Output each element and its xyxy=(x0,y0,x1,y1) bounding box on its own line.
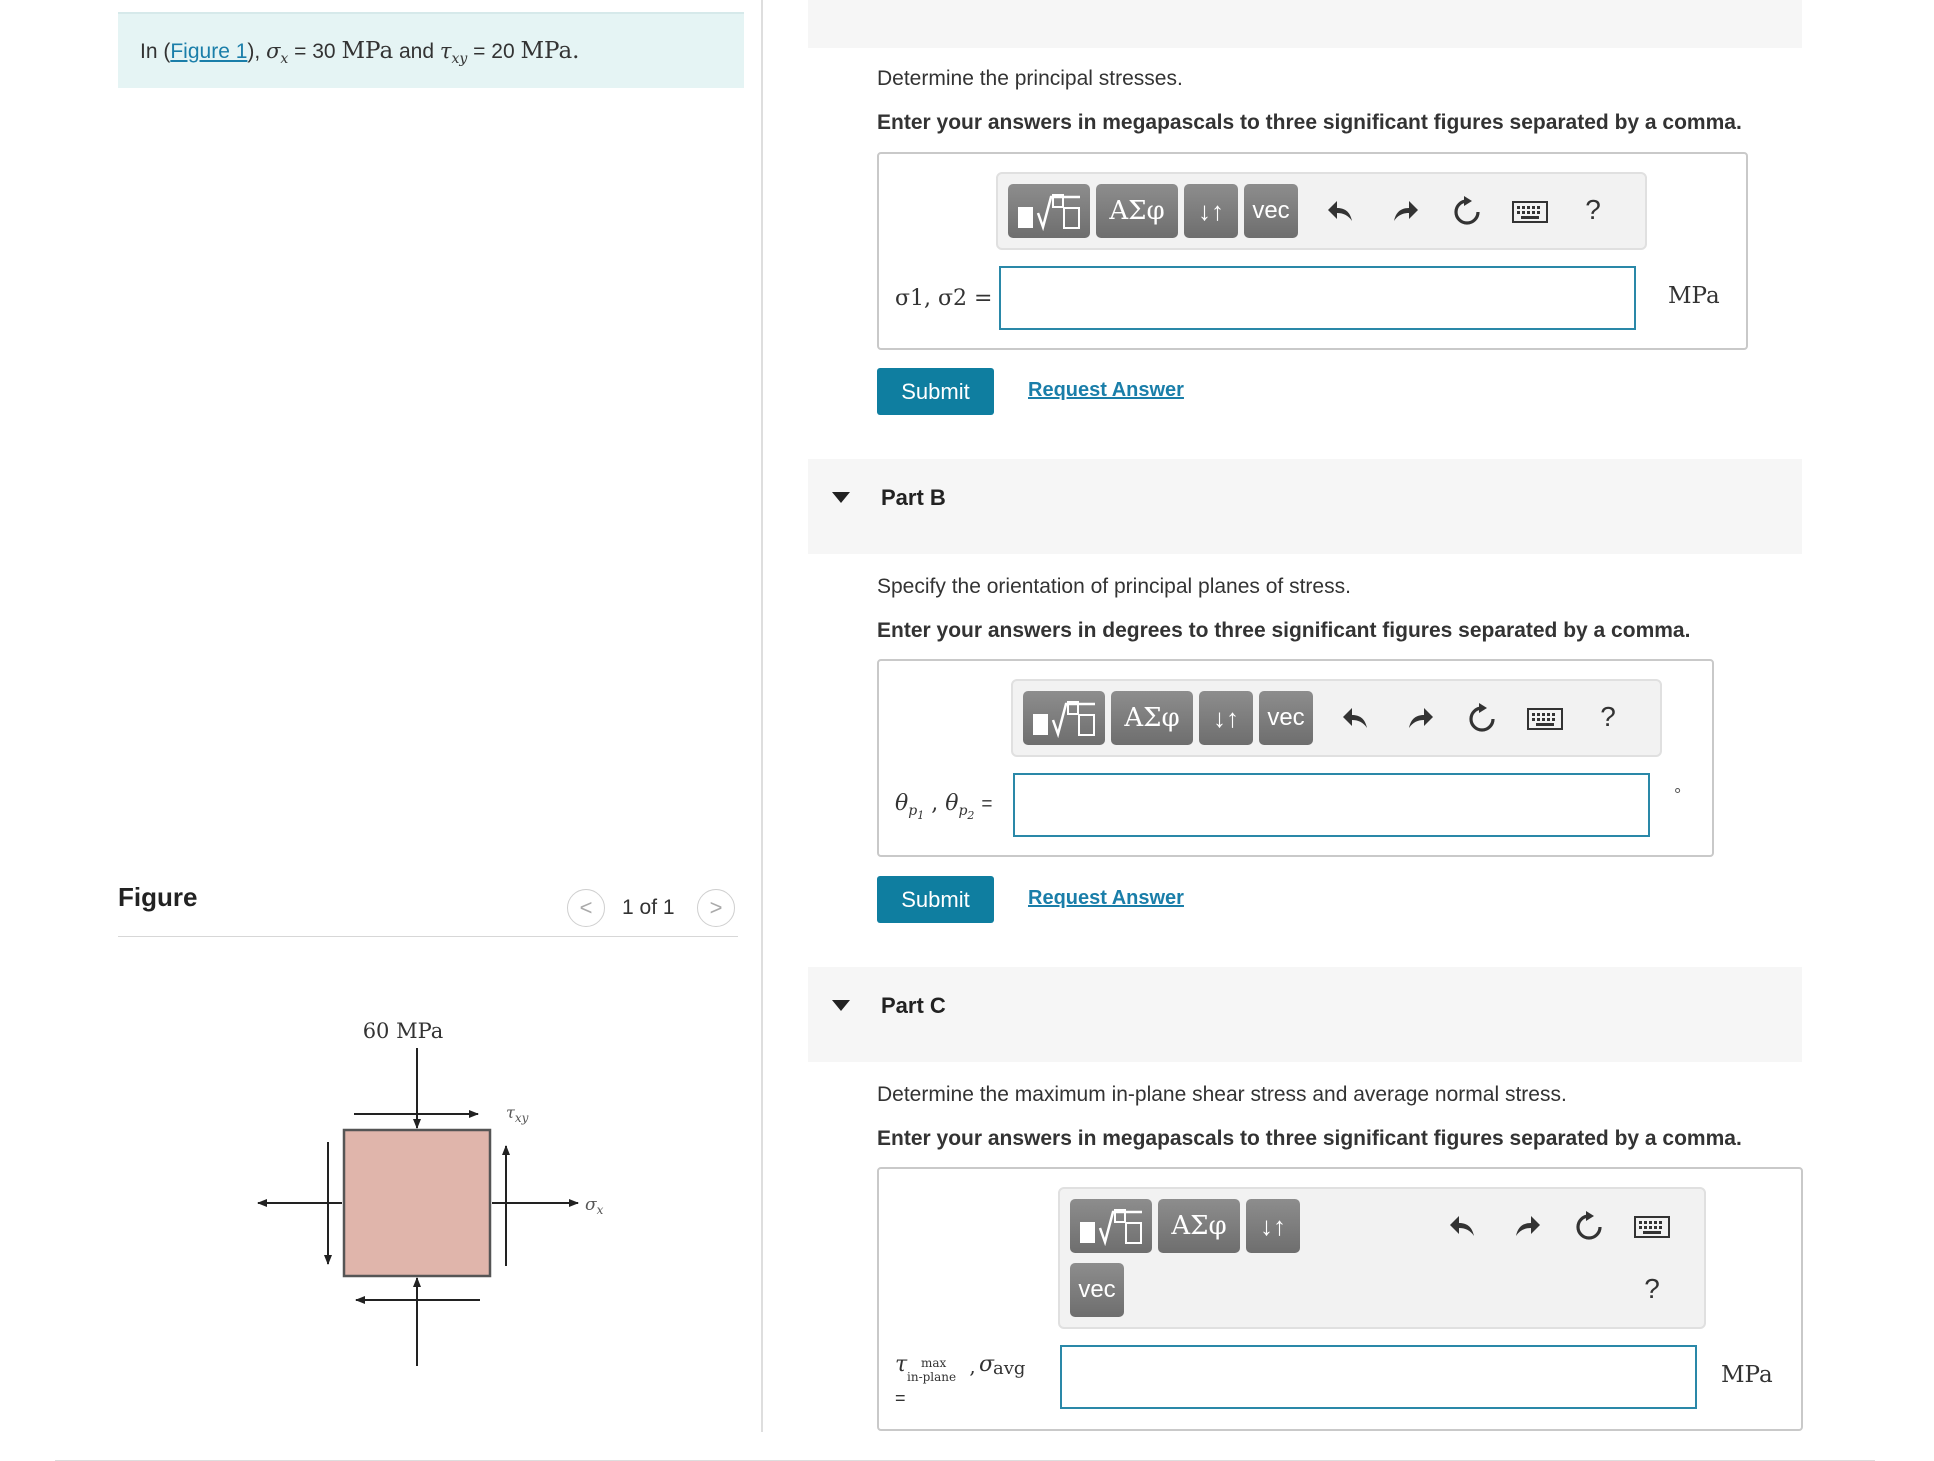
part-b-answer-box xyxy=(877,659,1714,857)
part-b-title: Part B xyxy=(881,485,946,510)
part-a-answer-input[interactable] xyxy=(999,266,1636,330)
figure-divider xyxy=(118,936,738,937)
templates-icon xyxy=(1031,698,1097,738)
keyboard-button[interactable] xyxy=(1632,1211,1672,1243)
prev-figure-button[interactable] xyxy=(567,889,605,927)
theta-sub-1 xyxy=(908,803,925,823)
greek-symbols-button[interactable]: ΑΣφ xyxy=(1158,1199,1240,1253)
part-a-request-answer-link[interactable]: Request Answer xyxy=(1028,379,1184,401)
part-a-submit-button[interactable]: Submit xyxy=(877,368,994,415)
part-c-variable-label xyxy=(895,1352,1045,1422)
redo-button[interactable] xyxy=(1510,1209,1544,1243)
part-b-header[interactable] xyxy=(808,459,1802,554)
caret-down-icon xyxy=(832,492,850,503)
subscript-superscript-button[interactable]: ↓↑ xyxy=(1199,691,1253,745)
tau-max-sub: max xyxy=(921,1356,947,1370)
part-b-answer-input[interactable] xyxy=(1013,773,1650,837)
problem-prefix: In ( xyxy=(140,40,171,63)
sigma-x-sub: x xyxy=(596,1203,604,1217)
help-button[interactable]: ? xyxy=(1644,1273,1660,1304)
figure-heading: Figure xyxy=(118,882,198,912)
sigma-avg-sub: avg xyxy=(993,1358,1026,1379)
reset-button[interactable] xyxy=(1572,1209,1606,1243)
part-b-request-answer-link[interactable]: Request Answer xyxy=(1028,887,1184,909)
theta-symbol-2: θ xyxy=(945,791,959,816)
figure-link[interactable]: Figure 1 xyxy=(170,40,248,63)
vector-button[interactable]: vec xyxy=(1070,1263,1124,1317)
stress-label: 60 MPa xyxy=(362,1019,444,1043)
part-c-math-toolbar xyxy=(1058,1187,1706,1329)
sigma-symbol: σ xyxy=(266,39,281,63)
part-c-header[interactable] xyxy=(808,967,1802,1062)
undo-icon xyxy=(1341,704,1371,732)
tau-value: = 20 xyxy=(467,40,521,63)
problem-and: and xyxy=(393,40,440,63)
part-b-question: Specify the orientation of principal planes of stress. xyxy=(877,575,1351,598)
vector-button[interactable]: vec xyxy=(1244,184,1298,238)
redo-icon xyxy=(1512,1212,1542,1240)
tau-sub: xy xyxy=(451,51,468,68)
part-a-math-toolbar xyxy=(996,172,1647,250)
keyboard-icon xyxy=(1512,201,1548,223)
chevron-right-icon: > xyxy=(709,895,723,920)
sigma-x-symbol: σ xyxy=(585,1195,597,1215)
tau-xy-sub: xy xyxy=(514,1111,529,1125)
part-c-equals: = xyxy=(895,1388,906,1408)
undo-button[interactable] xyxy=(1324,194,1358,228)
part-c-separator: , xyxy=(963,1354,983,1378)
caret-down-icon xyxy=(832,1000,850,1011)
part-c-title: Part C xyxy=(881,993,946,1018)
theta-sub-2-p: p xyxy=(958,803,968,820)
tau-inplane-sub: in-plane xyxy=(907,1370,957,1384)
reset-icon xyxy=(1573,1210,1605,1242)
problem-statement xyxy=(118,12,744,88)
subscript-superscript-button[interactable]: ↓↑ xyxy=(1184,184,1238,238)
redo-button[interactable] xyxy=(1388,194,1422,228)
help-button[interactable]: ? xyxy=(1600,701,1616,732)
part-a-answer-box xyxy=(877,152,1748,350)
templates-icon xyxy=(1016,191,1082,231)
help-button[interactable]: ? xyxy=(1585,194,1601,225)
part-b-math-toolbar xyxy=(1011,679,1662,757)
sigma-x-label xyxy=(585,1195,604,1217)
keyboard-button[interactable] xyxy=(1510,196,1550,228)
part-c-question: Determine the maximum in-plane shear stress and average normal stress. xyxy=(877,1083,1567,1106)
theta-sub-1-p: p xyxy=(908,803,918,820)
redo-button[interactable] xyxy=(1403,701,1437,735)
undo-icon xyxy=(1326,197,1356,225)
part-c-instruction: Enter your answers in megapascals to three significant figures separated by a comma. xyxy=(877,1127,1742,1150)
problem-text xyxy=(140,38,580,67)
tau-xy-symbol: τ xyxy=(506,1103,515,1122)
part-a-variable-label: σ1, σ2 = xyxy=(895,286,993,311)
part-a-unit: MPa xyxy=(1668,283,1720,309)
column-divider xyxy=(761,0,763,1432)
part-b-submit-button[interactable]: Submit xyxy=(877,876,994,923)
part-c-answer-box xyxy=(877,1167,1803,1431)
part-c-answer-input[interactable] xyxy=(1060,1345,1697,1409)
part-a-question: Determine the principal stresses. xyxy=(877,67,1183,90)
chevron-left-icon: < xyxy=(579,895,593,920)
keyboard-button[interactable] xyxy=(1525,703,1565,735)
tau-symbol: τ xyxy=(895,1352,908,1377)
sigma-value: = 30 xyxy=(288,40,342,63)
templates-button[interactable] xyxy=(1008,184,1090,238)
templates-button[interactable] xyxy=(1070,1199,1152,1253)
undo-icon xyxy=(1448,1212,1478,1240)
undo-button[interactable] xyxy=(1446,1209,1480,1243)
part-a-header xyxy=(808,0,1802,48)
problem-mid: ), xyxy=(247,40,267,63)
reset-icon xyxy=(1466,702,1498,734)
part-a-instruction: Enter your answers in megapascals to three significant figures separated by a comma. xyxy=(877,111,1742,134)
sigma-sub: x xyxy=(280,51,289,68)
next-figure-button[interactable] xyxy=(697,889,735,927)
reset-button[interactable] xyxy=(1465,701,1499,735)
templates-button[interactable] xyxy=(1023,691,1105,745)
tau-unit: MPa. xyxy=(520,38,580,64)
redo-icon xyxy=(1405,704,1435,732)
part-b-unit: ° xyxy=(1674,785,1682,805)
keyboard-icon xyxy=(1527,708,1563,730)
sigma-unit: MPa xyxy=(341,38,394,64)
part-c-unit: MPa xyxy=(1721,1362,1773,1388)
part-b-instruction: Enter your answers in degrees to three significant figures separated by a comma. xyxy=(877,619,1691,642)
stress-element-figure xyxy=(240,1000,640,1380)
greek-symbols-button[interactable]: ΑΣφ xyxy=(1111,691,1193,745)
theta-sub-2 xyxy=(958,803,975,823)
subscript-superscript-button[interactable]: ↓↑ xyxy=(1246,1199,1300,1253)
tau-symbol: τ xyxy=(439,39,452,63)
part-b-variable-label xyxy=(895,791,993,822)
undo-button[interactable] xyxy=(1339,701,1373,735)
reset-icon xyxy=(1451,195,1483,227)
sigma-avg-symbol: σ xyxy=(979,1352,995,1377)
redo-icon xyxy=(1390,197,1420,225)
figure-pager: 1 of 1 xyxy=(622,896,675,919)
keyboard-icon xyxy=(1634,1216,1670,1238)
theta-sub-1-n: 1 xyxy=(917,809,925,823)
vector-button[interactable]: vec xyxy=(1259,691,1313,745)
tau-xy-label xyxy=(506,1103,529,1125)
theta-sub-2-n: 2 xyxy=(967,809,975,823)
theta-equals: = xyxy=(981,794,993,815)
greek-symbols-button[interactable]: ΑΣφ xyxy=(1096,184,1178,238)
theta-separator: , xyxy=(924,791,946,816)
theta-symbol: θ xyxy=(895,791,909,816)
stress-element-square xyxy=(344,1130,490,1276)
reset-button[interactable] xyxy=(1450,194,1484,228)
templates-icon xyxy=(1078,1206,1144,1246)
